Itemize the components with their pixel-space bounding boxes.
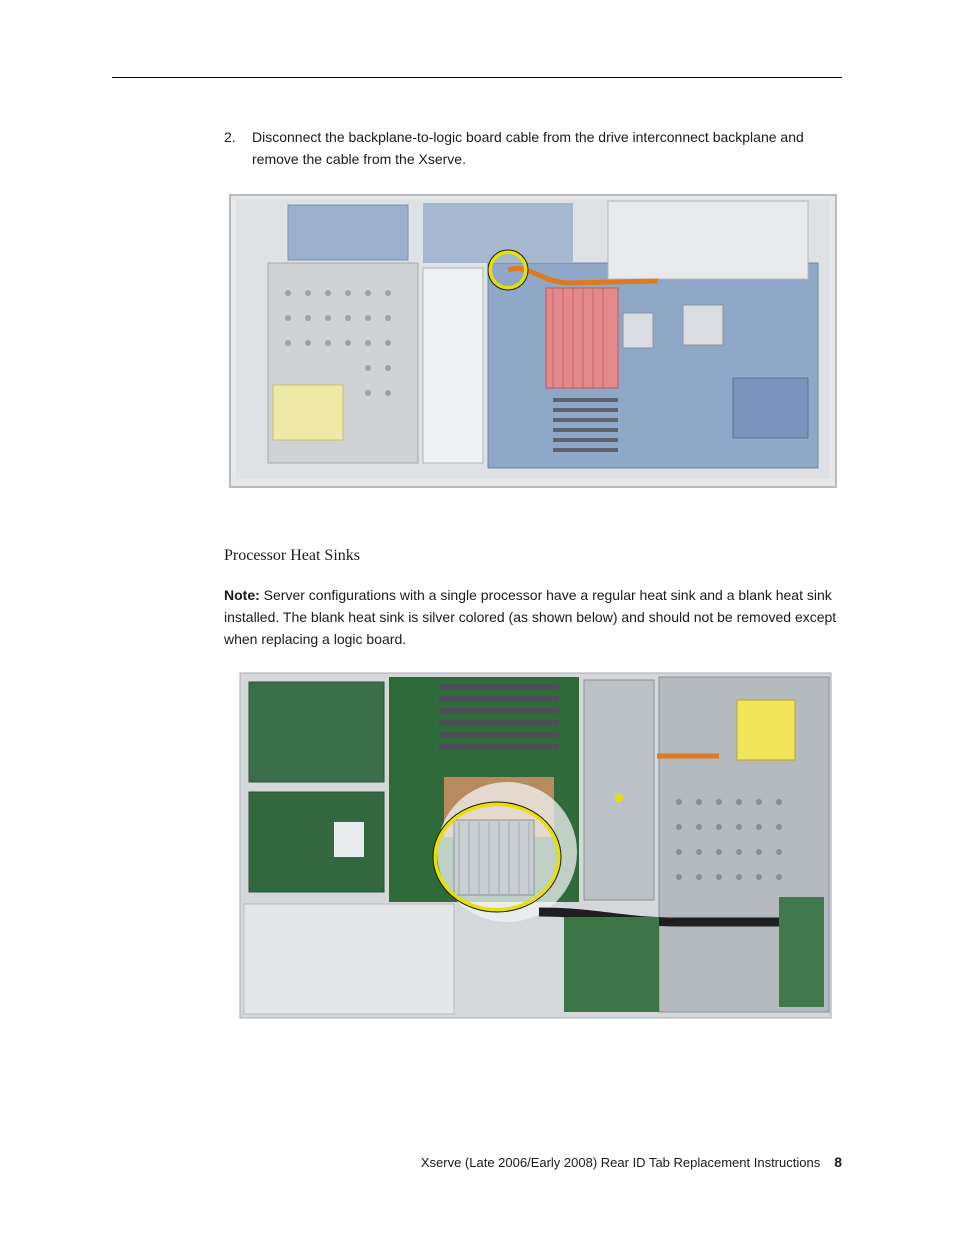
- note-label: Note:: [224, 587, 260, 603]
- heat-sink-photo: [239, 672, 832, 1032]
- note-text: Server configurations with a single processor have a regular heat sink and a blank heat sink installed. The blank heat sink is silver colored (as shown below) and should not be removed except when replacing a logic board.: [224, 587, 837, 647]
- note-paragraph: [224, 584, 846, 650]
- xserve-cable-photo: [228, 193, 840, 493]
- footer-title: Xserve (Late 2006/Early 2008) Rear ID Tab Replacement Instructions: [420, 1155, 821, 1170]
- step-text: Disconnect the backplane-to-logic board cable from the drive interconnect backplane and remove the cable from the Xserve.: [252, 129, 804, 167]
- page-number: 8: [834, 1154, 842, 1170]
- step-number: 2.: [224, 129, 236, 145]
- section-heading: Processor Heat Sinks: [224, 547, 360, 564]
- page-footer: [421, 1152, 842, 1173]
- header-rule: [112, 77, 842, 78]
